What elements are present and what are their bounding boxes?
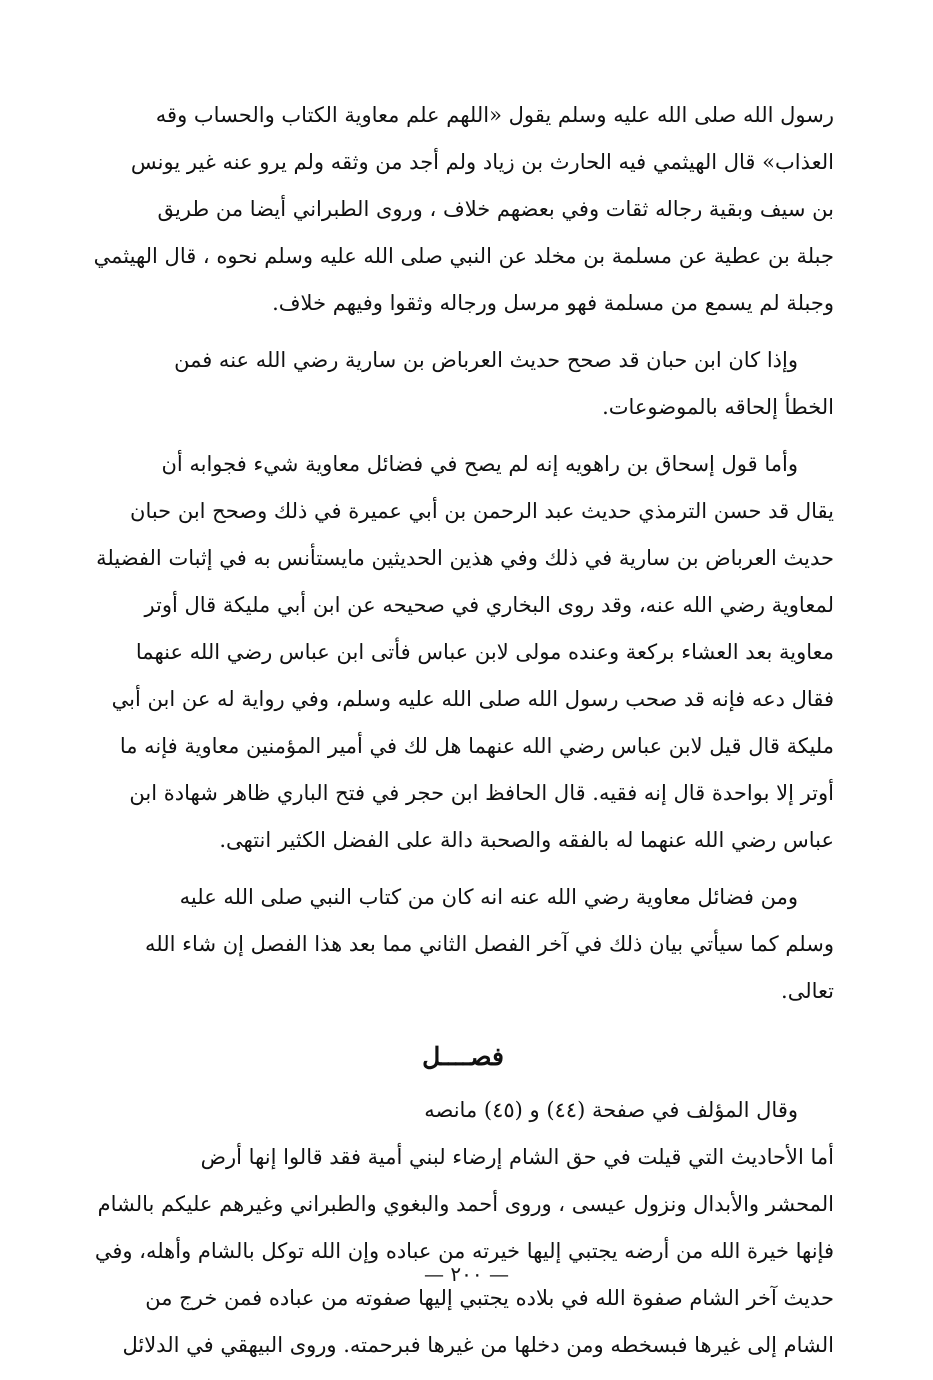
text-line: حديث العرباض بن سارية في ذلك وفي هذين الحديثين مايستأنس به في إثبات الفضيلة [96, 546, 834, 570]
text-line: يقال قد حسن الترمذي حديث عبد الرحمن بن أبي عميرة في ذلك وصحح ابن حبان [130, 499, 834, 523]
text-line: تعالى. [781, 979, 834, 1003]
text-line: ومن فضائل معاوية رضي الله عنه انه كان من كتاب النبي صلى الله عليه [179, 885, 798, 909]
section-heading [92, 1037, 834, 1077]
paragraph-2 [92, 337, 834, 431]
text-line: الشام إلى غيرها فبسخطه ومن دخلها من غيرها فبرحمته. وروى البيهقي في الدلائل [122, 1333, 834, 1357]
paragraph-1 [92, 92, 834, 327]
section-intro: وقال المؤلف في صفحة (٤٤) و (٤٥) مانصه [424, 1098, 798, 1122]
page-number: — ٢٠٠ — [424, 1262, 509, 1286]
section-body [92, 1087, 834, 1369]
page-body [92, 92, 834, 1379]
text-line: جبلة بن عطية عن مسلمة بن مخلد عن النبي صلى الله عليه وسلم نحوه ، قال الهيثمي [93, 244, 834, 268]
text-line: المحشر والأبدال ونزول عيسى ، وروى أحمد والبغوي والطبراني وغيرهم عليكم بالشام [97, 1192, 834, 1216]
text-line: وأما قول إسحاق بن راهويه إنه لم يصح في فضائل معاوية شيء فجوابه أن [161, 452, 798, 476]
text-line: وسلم كما سيأتي بيان ذلك في آخر الفصل الثاني مما بعد هذا الفصل إن شاء الله [145, 932, 834, 956]
text-line: معاوية بعد العشاء بركعة وعنده مولى لابن عباس فأتى ابن عباس رضي الله عنهما [135, 640, 834, 664]
text-line: أما الأحاديث التي قيلت في حق الشام إرضاء لبني أمية فقد قالوا إنها أرض [200, 1145, 834, 1169]
section-heading-text: فصــــل [422, 1042, 504, 1071]
text-line: بن سيف وبقية رجاله ثقات وفي بعضهم خلاف ، وروى الطبراني أيضا من طريق [157, 197, 834, 221]
text-line: فإنها خيرة الله من أرضه يجتبي إليها خيرته من عباده وإن الله توكل بالشام وأهله، وفي [94, 1239, 834, 1263]
text-line: عباس رضي الله عنهما له بالفقه والصحبة دالة على الفضل الكثير انتهى. [219, 828, 834, 852]
text-line: مليكة قال قيل لابن عباس رضي الله عنهما هل لك في أمير المؤمنين معاوية فإنه ما [119, 734, 834, 758]
text-line: رسول الله صلى الله عليه وسلم يقول «اللهم علم معاوية الكتاب والحساب وقه [155, 103, 834, 127]
text-line: لمعاوية رضي الله عنه، وقد روى البخاري في صحيحه عن ابن أبي مليكة قال أوتر [144, 593, 834, 617]
paragraph-4 [92, 874, 834, 1015]
text-line: حديث آخر الشام صفوة الله في بلاده يجتبي إليها صفوته من عباده فمن خرج من [145, 1286, 834, 1310]
text-line: وإذا كان ابن حبان قد صحح حديث العرباض بن سارية رضي الله عنه فمن [174, 348, 798, 372]
text-line: الخطأ إلحاقه بالموضوعات. [602, 395, 834, 419]
text-line: وجبلة لم يسمع من مسلمة فهو مرسل ورجاله وثقوا وفيهم خلاف. [272, 291, 834, 315]
paragraph-3 [92, 441, 834, 864]
text-line: العذاب» قال الهيثمي فيه الحارث بن زياد ولم أجد من وثقه ولم يرو عنه غير يونس [130, 150, 834, 174]
text-line: فقال دعه فإنه قد صحب رسول الله صلى الله عليه وسلم، وفي رواية له عن ابن أبي [111, 687, 834, 711]
text-line: أوتر إلا بواحدة قال إنه فقيه. قال الحافظ ابن حجر في فتح الباري ظاهر شهادة ابن [129, 781, 834, 805]
